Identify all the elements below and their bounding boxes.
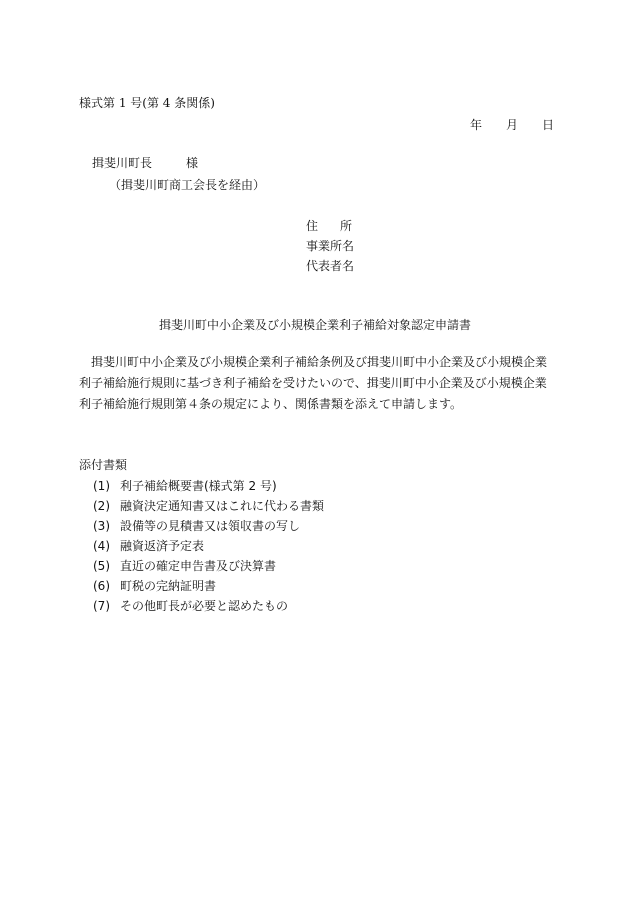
attachments-heading: 添付書類 bbox=[79, 458, 128, 472]
attachment-text: 利子補給概要書(様式第 2 号) bbox=[120, 479, 277, 493]
attachment-text: 融資決定通知書又はこれに代わる書類 bbox=[120, 499, 325, 513]
date-line bbox=[470, 117, 554, 133]
date-day-label: 日 bbox=[542, 118, 555, 132]
office-name-label: 事業所名 bbox=[306, 239, 355, 253]
list-item bbox=[93, 596, 324, 616]
address-label: 住所 bbox=[306, 219, 375, 233]
attachment-text: 直近の確定申告書及び決算書 bbox=[120, 559, 277, 573]
list-item bbox=[93, 496, 324, 516]
addressee-name: 揖斐川町長 bbox=[92, 156, 153, 170]
date-year-label: 年 bbox=[470, 118, 483, 132]
addressee-honorific: 様 bbox=[186, 156, 199, 170]
representative-label: 代表者名 bbox=[306, 259, 355, 273]
attachment-number: (3) bbox=[93, 519, 110, 533]
attachment-text: 設備等の見積書又は領収書の写し bbox=[120, 519, 301, 533]
body-paragraph: 揖斐川町中小企業及び小規模企業利子補給条例及び揖斐川町中小企業及び小規模企業利子補給施行規則に基づき利子補給を受けたいので、揖斐川町中小企業及び小規模企業利子補給施行規則第４条の規定により、関係書類を添えて申請します。 bbox=[79, 355, 548, 411]
list-item bbox=[93, 556, 324, 576]
attachment-number: (2) bbox=[93, 499, 110, 513]
form-number: 様式第 1 号(第 4 条関係) bbox=[79, 96, 215, 110]
attachment-text: 町税の完納証明書 bbox=[120, 579, 217, 593]
attachment-number: (1) bbox=[93, 479, 110, 493]
attachment-number: (5) bbox=[93, 559, 110, 573]
attachment-number: (6) bbox=[93, 579, 110, 593]
date-month-label: 月 bbox=[506, 118, 519, 132]
list-item bbox=[93, 516, 324, 536]
attachment-text: その他町長が必要と認めたもの bbox=[120, 599, 289, 613]
attachment-number: (7) bbox=[93, 599, 110, 613]
addressee-line bbox=[92, 155, 198, 171]
list-item bbox=[93, 536, 324, 556]
list-item bbox=[93, 476, 324, 496]
applicant-block bbox=[306, 216, 374, 276]
document-title: 揖斐川町中小企業及び小規模企業利子補給対象認定申請書 bbox=[158, 318, 471, 332]
attachment-number: (4) bbox=[93, 539, 110, 553]
list-item bbox=[93, 576, 324, 596]
attachment-text: 融資返済予定表 bbox=[120, 539, 205, 553]
via-note: （揖斐川町商工会長を経由） bbox=[109, 178, 266, 192]
attachments-list bbox=[93, 476, 324, 616]
